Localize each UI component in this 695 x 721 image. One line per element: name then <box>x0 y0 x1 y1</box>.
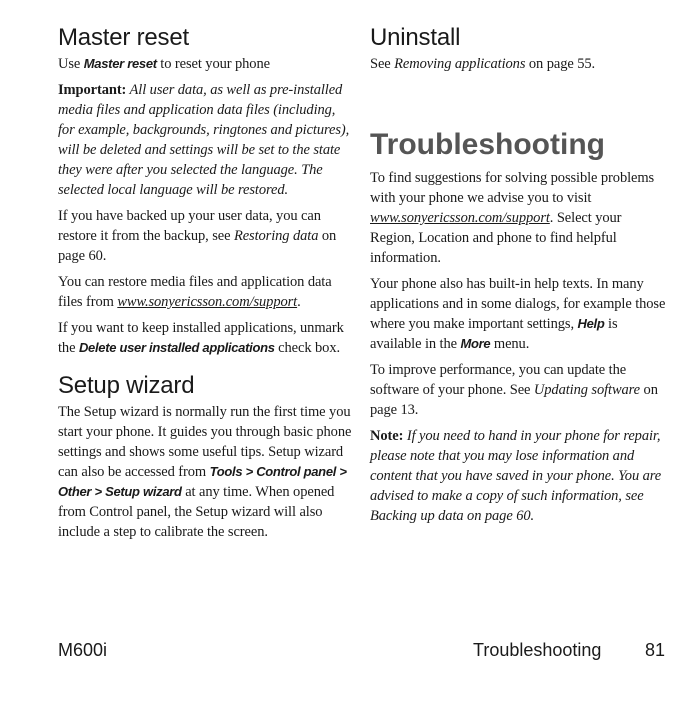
troubleshooting-support-link[interactable]: www.sonyericsson.com/support <box>370 210 550 226</box>
keep-apps-text-end: check box. <box>274 340 340 356</box>
setup-wizard-paragraph <box>58 402 352 542</box>
page-number: 81 <box>645 640 666 660</box>
p3-text-end: on page 13. <box>370 382 658 418</box>
p1-text-end: . Select your Region, Location and phone to find helpful information. <box>370 210 622 266</box>
note-paragraph <box>370 426 666 526</box>
backup-paragraph <box>58 206 352 266</box>
setup-wizard-path: Tools > Control panel > Other > Setup wizard <box>58 464 347 499</box>
restore-text-end: . <box>297 294 301 310</box>
keep-apps-text: If you want to keep installed applications, unmark the <box>58 320 344 356</box>
p1-text: To find suggestions for solving possible problems with your phone we advise you to visit <box>370 170 655 206</box>
important-paragraph <box>58 80 352 200</box>
footer-section-title: Troubleshooting <box>473 640 602 660</box>
master-reset-intro-end: to reset your phone <box>156 56 270 72</box>
uninstall-text-end: on page 55. <box>525 56 596 72</box>
important-label: Important: <box>58 82 127 98</box>
p2-text-end: menu. <box>490 336 530 352</box>
help-command: Help <box>577 316 605 331</box>
p3-text: To improve performance, you can update the software of your phone. See <box>370 362 627 398</box>
restore-paragraph <box>58 272 352 312</box>
master-reset-intro <box>58 54 352 74</box>
removing-applications-ref: Removing applications <box>394 56 526 72</box>
uninstall-paragraph <box>370 54 666 74</box>
more-command: More <box>460 336 491 351</box>
restore-text: You can restore media files and application data files from <box>58 274 332 310</box>
troubleshooting-p2 <box>370 274 666 354</box>
master-reset-intro-text: Use <box>58 56 84 72</box>
support-link[interactable]: www.sonyericsson.com/support <box>117 294 298 310</box>
setup-wizard-heading: Setup wizard <box>58 372 195 399</box>
important-text: All user data, as well as pre-installed media files and application data files (including, for example, backgrounds, ringtones and pictures), will be deleted and settings will be set to the state they were after you selected the language. The selected local language will be restored. <box>58 82 350 198</box>
troubleshooting-p1 <box>370 168 666 268</box>
note-label: Note: <box>370 428 404 444</box>
uninstall-heading: Uninstall <box>370 24 461 51</box>
troubleshooting-heading: Troubleshooting <box>370 128 605 161</box>
left-column <box>58 22 352 542</box>
uninstall-text: See <box>370 56 395 72</box>
delete-user-apps-command: Delete user installed applications <box>78 340 275 355</box>
updating-software-ref: Updating software <box>533 382 641 398</box>
p2-text-mid: is available in the <box>370 316 618 352</box>
setup-wizard-text-end: at any time. When opened from Control panel, the Setup wizard will also include a step to calibrate the screen. <box>58 484 335 540</box>
keep-apps-paragraph <box>58 318 352 358</box>
restoring-data-ref: Restoring data <box>233 228 319 244</box>
troubleshooting-p3 <box>370 360 666 420</box>
master-reset-heading: Master reset <box>58 24 189 51</box>
p2-text: Your phone also has built-in help texts. In many applications and in some dialogs, for example those where you make important settings, <box>370 276 666 332</box>
backup-text-end: on page 60. <box>58 228 337 264</box>
right-column <box>370 22 666 526</box>
note-text: If you need to hand in your phone for repair, please note that you may lose information and content that you have saved in your phone. You are advised to make a copy of such information, see Backing up data on page 60. <box>370 428 662 524</box>
backup-text: If you have backed up your user data, you can restore it from the backup, see <box>58 208 321 244</box>
master-reset-command: Master reset <box>83 56 157 71</box>
footer-model: M600i <box>58 640 108 660</box>
setup-wizard-text: The Setup wizard is normally run the first time you start your phone. It guides you through basic phone settings and shows some useful tips. Setup wizard can also be accessed from <box>58 404 352 480</box>
